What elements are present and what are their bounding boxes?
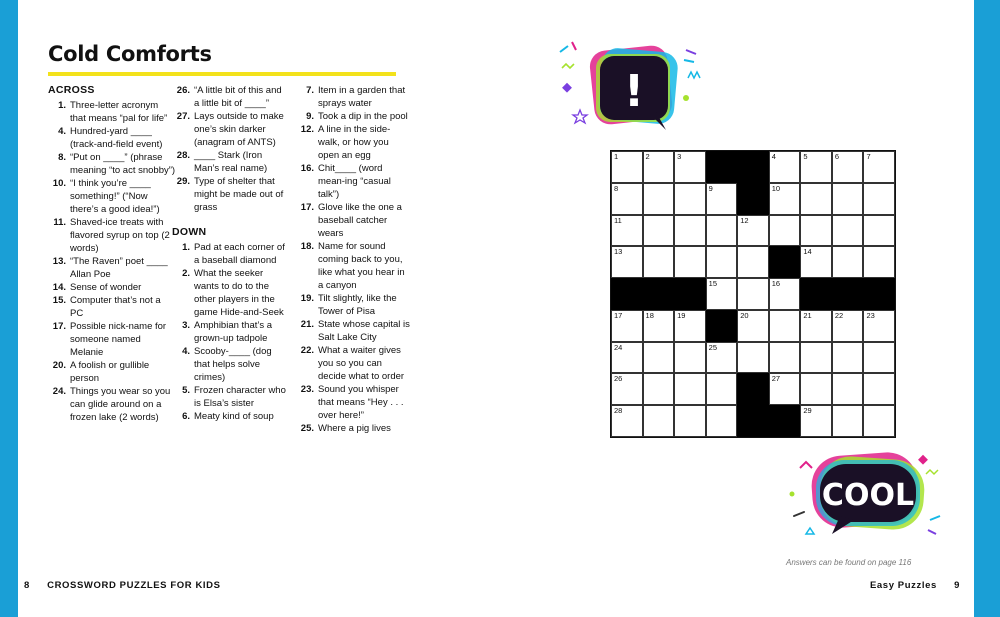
clue-number: 5. xyxy=(182,385,190,396)
grid-cell[interactable] xyxy=(674,373,706,405)
confetti-dash xyxy=(560,46,568,52)
clue-number: 20. xyxy=(52,360,66,371)
clue-item xyxy=(48,151,176,177)
page-number-left: 8 xyxy=(24,580,30,591)
clue-text: “A little bit of this and a little bit of ____” xyxy=(194,85,282,109)
cell-number: 13 xyxy=(614,247,623,257)
grid-cell[interactable] xyxy=(706,215,738,247)
grid-cell[interactable] xyxy=(674,215,706,247)
cell-number: 27 xyxy=(771,374,781,384)
clue-number: 17. xyxy=(300,202,314,213)
clue-text: Shaved-ice treats with flavored syrup on top (2 words) xyxy=(70,217,170,254)
clue-text: Meaty kind of soup xyxy=(194,411,274,422)
cell-number: 11 xyxy=(614,215,622,225)
clue-item xyxy=(172,410,288,423)
grid-cell[interactable] xyxy=(643,151,675,183)
grid-cell[interactable] xyxy=(643,215,675,247)
clue-text: Frozen character who is Elsa’s sister xyxy=(194,385,286,409)
confetti-dash xyxy=(572,42,576,50)
clue-item xyxy=(48,294,176,320)
exclamation-icon: ! xyxy=(623,66,645,117)
cell-number: 5 xyxy=(803,152,808,161)
grid-cell[interactable] xyxy=(800,310,832,342)
grid-cell[interactable] xyxy=(832,373,864,405)
clue-text: Amphibian that’s a grown-up tadpole xyxy=(194,320,272,344)
clue-number: 27. xyxy=(176,111,190,122)
grid-cell[interactable] xyxy=(832,215,864,247)
grid-cell[interactable] xyxy=(863,405,895,437)
clue-text: A line in the side-walk, or how you open an egg xyxy=(318,124,391,161)
grid-cell[interactable] xyxy=(769,373,801,405)
grid-cell[interactable] xyxy=(769,310,801,342)
clue-item xyxy=(296,162,410,201)
puzzle-title: Cold Comforts xyxy=(48,42,212,66)
across-heading: ACROSS xyxy=(48,84,95,96)
clue-number: 21. xyxy=(300,319,314,330)
clue-item xyxy=(172,384,288,410)
grid-cell[interactable] xyxy=(706,405,738,437)
grid-block xyxy=(769,405,801,437)
answers-note: Answers can be found on page 116 xyxy=(786,558,912,567)
clue-text: Scooby-____ (dog that helps solve crimes) xyxy=(194,346,272,383)
book-title: CROSSWORD PUZZLES FOR KIDS xyxy=(47,580,221,591)
grid-cell[interactable] xyxy=(611,183,643,215)
clue-text: Tilt slightly, like the Tower of Pisa xyxy=(318,293,397,317)
grid-cell[interactable] xyxy=(737,310,769,342)
clue-text: “The Raven” poet ____ Allan Poe xyxy=(70,256,168,280)
grid-block xyxy=(832,278,864,310)
clue-text: Hundred-yard ____ (track-and-field event) xyxy=(70,126,163,150)
footer-left xyxy=(24,580,221,591)
cool-word: COOL xyxy=(821,478,915,513)
grid-block xyxy=(737,373,769,405)
clue-text: Chit____ (word mean-ing “casual talk”) xyxy=(318,163,391,200)
grid-cell[interactable] xyxy=(643,405,675,437)
grid-cell[interactable] xyxy=(706,246,738,278)
clue-item xyxy=(296,318,410,344)
clue-number: 28. xyxy=(176,150,190,161)
clue-item xyxy=(172,175,288,214)
clue-text: Three-letter acronym that means “pal for life” xyxy=(70,100,168,124)
zigzag-icon xyxy=(562,64,574,68)
grid-block xyxy=(737,151,769,183)
cell-number: 28 xyxy=(614,406,623,416)
clue-item xyxy=(296,383,410,422)
grid-cell[interactable] xyxy=(863,215,895,247)
cell-number: 16 xyxy=(771,279,781,289)
cell-number: 6 xyxy=(834,152,840,161)
cell-number: 2 xyxy=(645,152,650,161)
grid-block xyxy=(674,278,706,310)
clue-item xyxy=(48,385,176,424)
clue-text: What a waiter gives you so you can decide what to order xyxy=(318,345,405,382)
grid-cell[interactable] xyxy=(800,342,832,374)
cell-number: 17 xyxy=(614,310,623,320)
clue-text: Pad at each corner of a baseball diamond xyxy=(194,242,285,266)
grid-cell[interactable] xyxy=(611,215,643,247)
grid-cell[interactable] xyxy=(769,215,801,247)
cell-number: 15 xyxy=(708,279,717,289)
grid-block xyxy=(737,183,769,215)
grid-cell[interactable] xyxy=(611,310,643,342)
clue-item xyxy=(296,240,410,292)
clue-text: Lays outside to make one’s skin darker (anagram of ANTS) xyxy=(194,111,284,148)
grid-cell[interactable] xyxy=(800,151,832,183)
dot-confetti xyxy=(790,492,795,497)
grid-block xyxy=(706,151,738,183)
clue-item xyxy=(296,292,410,318)
grid-cell[interactable] xyxy=(674,405,706,437)
clue-item xyxy=(172,241,288,267)
zigzag-icon xyxy=(926,470,938,474)
clue-item xyxy=(172,149,288,175)
clue-text: Where a pig lives xyxy=(318,423,391,434)
cell-number: 1 xyxy=(614,152,619,161)
across-clue-list-1 xyxy=(48,99,176,424)
left-bleed-edge xyxy=(0,0,18,617)
clue-item xyxy=(48,216,176,255)
clue-item xyxy=(48,359,176,385)
clue-text: Took a dip in the pool xyxy=(318,111,408,122)
grid-cell[interactable] xyxy=(674,310,706,342)
grid-block xyxy=(737,405,769,437)
confetti-dash xyxy=(686,50,696,54)
cell-number: 24 xyxy=(614,342,623,352)
grid-block xyxy=(769,246,801,278)
clue-text: “Put on ____” (phrase meaning “to act snobby”) xyxy=(70,152,176,176)
clue-item xyxy=(296,123,410,162)
section-title: Easy Puzzles xyxy=(869,580,937,591)
clue-text: Glove like the one a baseball catcher wears xyxy=(318,202,402,239)
clue-number: 4. xyxy=(58,126,66,137)
clue-number: 9. xyxy=(306,111,314,122)
grid-cell[interactable] xyxy=(611,373,643,405)
clue-number: 23. xyxy=(300,384,314,395)
grid-cell[interactable] xyxy=(643,310,675,342)
dot-confetti xyxy=(683,95,689,101)
grid-cell[interactable] xyxy=(769,151,801,183)
grid-cell[interactable] xyxy=(611,151,643,183)
clue-text: A foolish or gullible person xyxy=(70,360,150,384)
confetti-dash xyxy=(800,462,812,468)
grid-cell[interactable] xyxy=(737,278,769,310)
clue-item xyxy=(296,422,410,435)
clue-text: Possible nick-name for someone named Melanie xyxy=(70,321,167,358)
clue-number: 3. xyxy=(182,320,190,331)
grid-cell[interactable] xyxy=(674,151,706,183)
down-clue-list-1 xyxy=(172,241,288,423)
across-clue-list-2 xyxy=(172,84,288,214)
clue-number: 1. xyxy=(58,100,66,111)
clue-number: 15. xyxy=(52,295,66,306)
down-heading: DOWN xyxy=(172,226,207,238)
crossword-grid xyxy=(610,150,896,438)
grid-cell[interactable] xyxy=(769,342,801,374)
grid-cell[interactable] xyxy=(643,342,675,374)
cool-speech-bubble xyxy=(780,448,950,548)
diamond-confetti xyxy=(562,83,572,93)
clue-text: “I think you’re ____ something!” (“Now there’s a good idea!”) xyxy=(70,178,160,215)
clue-number: 17. xyxy=(52,321,66,332)
grid-cell[interactable] xyxy=(769,183,801,215)
grid-cell[interactable] xyxy=(706,342,738,374)
grid-cell[interactable] xyxy=(863,151,895,183)
cell-number: 29 xyxy=(803,406,812,416)
clue-item xyxy=(48,125,176,151)
clue-column-2 xyxy=(172,84,288,423)
clue-column-3 xyxy=(296,84,410,435)
grid-cell[interactable] xyxy=(832,405,864,437)
cell-number: 12 xyxy=(740,215,749,225)
grid-block xyxy=(863,278,895,310)
cell-number: 19 xyxy=(677,310,686,320)
page-number-right: 9 xyxy=(954,580,960,591)
grid-cell[interactable] xyxy=(832,151,864,183)
clue-item xyxy=(172,84,288,110)
cell-number: 3 xyxy=(677,152,682,161)
clue-text: Type of shelter that might be made out of grass xyxy=(194,176,284,213)
cell-number: 22 xyxy=(834,310,844,320)
clue-item xyxy=(172,345,288,384)
grid-cell[interactable] xyxy=(706,278,738,310)
grid-cell[interactable] xyxy=(800,373,832,405)
clue-number: 8. xyxy=(58,152,66,163)
title-underline xyxy=(48,72,396,76)
grid-cell[interactable] xyxy=(643,246,675,278)
right-bleed-edge xyxy=(974,0,1000,617)
grid-cell[interactable] xyxy=(611,405,643,437)
grid-cell[interactable] xyxy=(863,342,895,374)
clue-number: 18. xyxy=(300,241,314,252)
grid-cell[interactable] xyxy=(832,183,864,215)
clue-number: 14. xyxy=(52,282,66,293)
clue-number: 6. xyxy=(182,411,190,422)
clue-number: 19. xyxy=(300,293,314,304)
cell-number: 18 xyxy=(645,310,654,320)
grid-cell[interactable] xyxy=(706,373,738,405)
grid-block xyxy=(643,278,675,310)
clue-text: Computer that’s not a PC xyxy=(70,295,161,319)
clue-item xyxy=(296,344,410,383)
cell-number: 14 xyxy=(803,247,812,257)
clue-text: ____ Stark (Iron Man’s real name) xyxy=(194,150,268,174)
grid-cell[interactable] xyxy=(737,215,769,247)
clue-item xyxy=(48,177,176,216)
clue-text: Things you wear so you can glide around on a frozen lake (2 words) xyxy=(70,386,171,423)
cell-number: 8 xyxy=(614,183,619,193)
confetti-dash xyxy=(684,60,694,62)
clue-text: Sense of wonder xyxy=(70,282,142,293)
exclamation-speech-bubble xyxy=(556,40,706,136)
grid-cell[interactable] xyxy=(832,342,864,374)
clue-text: Sound you whisper that means “Hey . . . over here!” xyxy=(318,384,404,421)
grid-cell[interactable] xyxy=(832,246,864,278)
grid-block xyxy=(800,278,832,310)
clue-number: 16. xyxy=(300,163,314,174)
clue-item xyxy=(296,110,410,123)
grid-cell[interactable] xyxy=(674,183,706,215)
clue-number: 12. xyxy=(300,124,314,135)
cell-number: 20 xyxy=(740,310,749,320)
grid-cell[interactable] xyxy=(863,310,895,342)
clue-item xyxy=(296,201,410,240)
clue-item xyxy=(48,99,176,125)
grid-cell[interactable] xyxy=(611,246,643,278)
confetti-dash xyxy=(928,530,936,534)
grid-cell[interactable] xyxy=(706,183,738,215)
star-outline-icon xyxy=(573,110,587,123)
crown-icon xyxy=(688,72,700,78)
clue-number: 1. xyxy=(182,242,190,253)
grid-cell[interactable] xyxy=(611,342,643,374)
grid-block xyxy=(611,278,643,310)
clue-text: Item in a garden that sprays water xyxy=(318,85,406,109)
cell-number: 4 xyxy=(771,152,776,161)
grid-cell[interactable] xyxy=(737,342,769,374)
grid-cell[interactable] xyxy=(800,183,832,215)
clue-number: 2. xyxy=(182,268,190,279)
cell-number: 7 xyxy=(866,152,871,161)
clue-item xyxy=(172,319,288,345)
clue-number: 22. xyxy=(300,345,314,356)
clue-item xyxy=(48,281,176,294)
diamond-confetti xyxy=(918,455,928,465)
clue-number: 13. xyxy=(52,256,66,267)
grid-cell[interactable] xyxy=(800,405,832,437)
grid-cell[interactable] xyxy=(800,215,832,247)
grid-cell[interactable] xyxy=(737,246,769,278)
clue-number: 26. xyxy=(176,85,190,96)
down-clue-list-2 xyxy=(296,84,410,435)
cell-number: 23 xyxy=(866,310,875,320)
clue-text: Name for sound coming back to you, like what you hear in a canyon xyxy=(318,241,405,291)
clue-item xyxy=(172,110,288,149)
grid-cell[interactable] xyxy=(674,246,706,278)
grid-cell[interactable] xyxy=(769,278,801,310)
clue-item xyxy=(296,84,410,110)
clue-item xyxy=(48,255,176,281)
clue-number: 24. xyxy=(52,386,66,397)
grid-cell[interactable] xyxy=(643,373,675,405)
clue-number: 29. xyxy=(176,176,190,187)
clue-item xyxy=(172,267,288,319)
footer-right xyxy=(870,580,960,591)
cell-number: 9 xyxy=(708,183,713,193)
grid-cell[interactable] xyxy=(863,183,895,215)
clue-text: What the seeker wants to do to the other players in the game Hide-and-Seek xyxy=(194,268,284,318)
cell-number: 21 xyxy=(803,310,812,320)
clue-number: 4. xyxy=(182,346,190,357)
grid-cell[interactable] xyxy=(863,373,895,405)
grid-cell[interactable] xyxy=(832,310,864,342)
grid-cell[interactable] xyxy=(863,246,895,278)
confetti-dash xyxy=(794,512,804,516)
clue-item xyxy=(48,320,176,359)
grid-block xyxy=(706,310,738,342)
confetti-dash xyxy=(930,516,940,520)
cell-number: 26 xyxy=(614,374,623,384)
clue-text: State whose capital is Salt Lake City xyxy=(318,319,410,343)
clue-number: 10. xyxy=(52,178,66,189)
clue-number: 25. xyxy=(300,423,314,434)
cell-number: 10 xyxy=(771,183,781,193)
clue-number: 7. xyxy=(306,85,314,96)
triangle-confetti xyxy=(806,528,814,534)
grid-cell[interactable] xyxy=(800,246,832,278)
grid-cell[interactable] xyxy=(643,183,675,215)
clue-number: 11. xyxy=(53,217,66,228)
clue-column-1 xyxy=(48,84,176,424)
cell-number: 25 xyxy=(708,342,717,352)
grid-cell[interactable] xyxy=(674,342,706,374)
